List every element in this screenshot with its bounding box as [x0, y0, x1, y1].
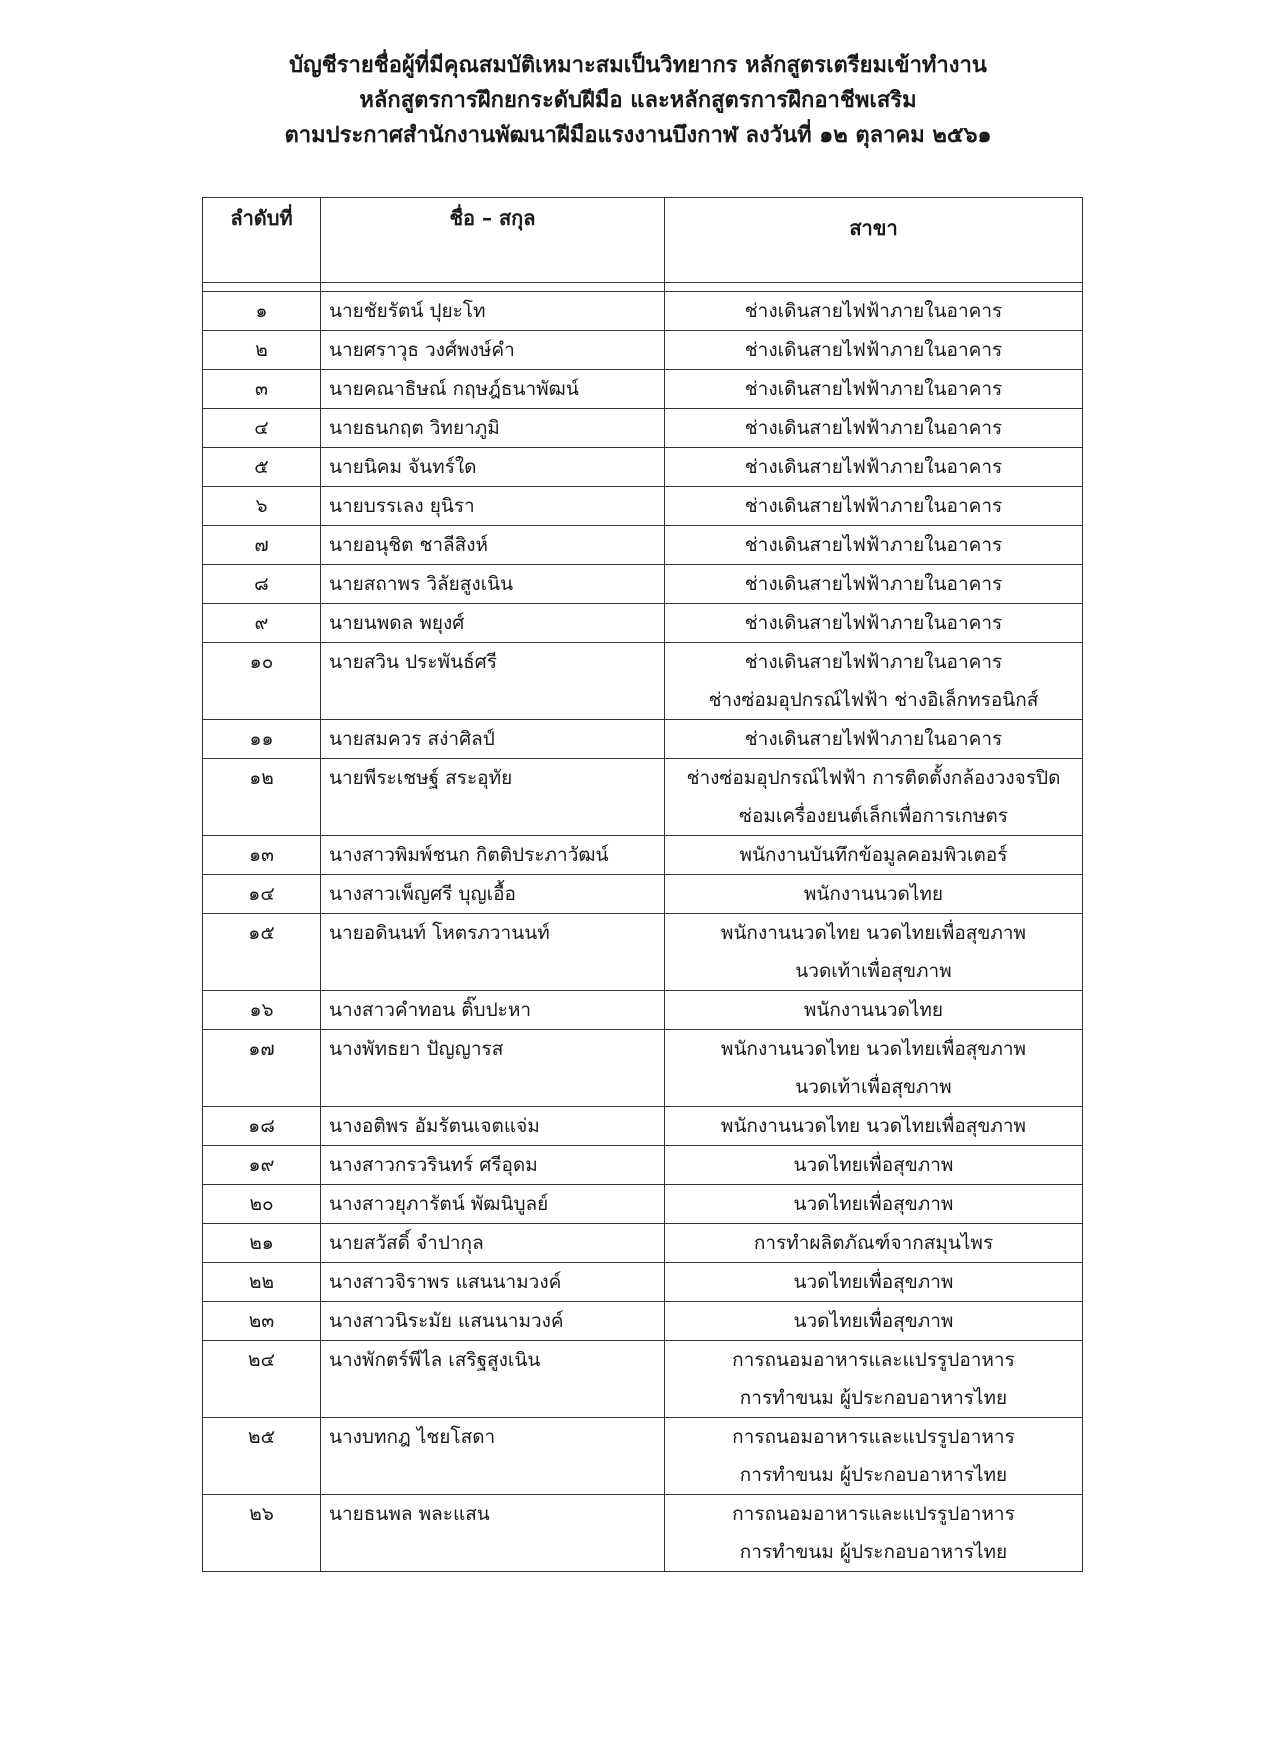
row-branch: [665, 1263, 1083, 1302]
row-branch: [665, 565, 1083, 604]
table-row: [203, 409, 1083, 448]
branch-line: ช่างเดินสายไฟฟ้าภายในอาคาร: [744, 456, 1003, 478]
title-line-3: ตามประกาศสำนักงานพัฒนาฝีมือแรงงานบึงกาฬ ลงวันที่ ๑๒ ตุลาคม ๒๕๖๑: [284, 123, 992, 148]
table-row: [203, 487, 1083, 526]
branch-line: ช่างเดินสายไฟฟ้าภายในอาคาร: [744, 417, 1003, 439]
row-number: ๑๔: [203, 875, 321, 914]
table-row: [203, 1263, 1083, 1302]
row-branch: [665, 1302, 1083, 1341]
row-branch: [665, 759, 1083, 836]
row-name: นางสาวคำทอน ติ๊บปะหา: [321, 991, 665, 1030]
table-row: [203, 720, 1083, 759]
row-number: ๑๖: [203, 991, 321, 1030]
row-number: ๑๑: [203, 720, 321, 759]
row-branch: [665, 1495, 1083, 1572]
row-name: นายสมควร สง่าศิลป์: [321, 720, 665, 759]
row-branch: [665, 1418, 1083, 1495]
row-name: นางสาวยุภารัตน์ พัฒนิบูลย์: [321, 1185, 665, 1224]
row-name: นายนิคม จันทร์ใด: [321, 448, 665, 487]
row-name: นางอติพร อัมรัตนเจตแจ่ม: [321, 1107, 665, 1146]
table-row: [203, 604, 1083, 643]
branch-line: ช่างเดินสายไฟฟ้าภายในอาคาร: [744, 495, 1003, 517]
row-branch: [665, 1185, 1083, 1224]
branch-line: นวดไทยเพื่อสุขภาพ: [793, 1271, 954, 1293]
table-row: [203, 991, 1083, 1030]
row-branch: [665, 836, 1083, 875]
table-header-row: [203, 198, 1083, 283]
branch-line: การถนอมอาหารและแปรรูปอาหาร: [732, 1503, 1015, 1525]
table-row: [203, 292, 1083, 331]
branch-line: ซ่อมเครื่องยนต์เล็กเพื่อการเกษตร: [739, 805, 1008, 827]
row-branch: [665, 991, 1083, 1030]
row-branch: [665, 1146, 1083, 1185]
row-name: นายสวิน ประพันธ์ศรี: [321, 643, 665, 720]
row-number: ๒๒: [203, 1263, 321, 1302]
row-number: ๑๙: [203, 1146, 321, 1185]
branch-line: พนักงานนวดไทย นวดไทยเพื่อสุขภาพ: [720, 1038, 1027, 1060]
row-name: นายชัยรัตน์ ปุยะโท: [321, 292, 665, 331]
row-number: ๒๖: [203, 1495, 321, 1572]
title-line-2: หลักสูตรการฝึกยกระดับฝีมือ และหลักสูตรการฝึกอาชีพเสริม: [359, 88, 917, 113]
row-name: นางบทกฎ ไชยโสดา: [321, 1418, 665, 1495]
branch-line: พนักงานนวดไทย: [803, 999, 944, 1021]
row-branch: [665, 1030, 1083, 1107]
branch-line: ช่างเดินสายไฟฟ้าภายในอาคาร: [744, 728, 1003, 750]
row-number: ๙: [203, 604, 321, 643]
table-row: [203, 759, 1083, 836]
branch-line: ช่างเดินสายไฟฟ้าภายในอาคาร: [744, 612, 1003, 634]
table-row: [203, 1030, 1083, 1107]
branch-line: การทำขนม ผู้ประกอบอาหารไทย: [739, 1541, 1008, 1563]
row-name: นางสาวเพ็ญศรี บุญเอื้อ: [321, 875, 665, 914]
row-number: ๕: [203, 448, 321, 487]
row-branch: [665, 331, 1083, 370]
row-branch: [665, 487, 1083, 526]
table-row: [203, 836, 1083, 875]
branch-line: พนักงานนวดไทย: [803, 883, 944, 905]
row-number: ๔: [203, 409, 321, 448]
table-row: [203, 643, 1083, 720]
branch-line: นวดไทยเพื่อสุขภาพ: [793, 1154, 954, 1176]
row-branch: [665, 1107, 1083, 1146]
row-branch: [665, 409, 1083, 448]
table-row: [203, 448, 1083, 487]
header-branch: สาขา: [665, 198, 1083, 283]
row-number: ๘: [203, 565, 321, 604]
branch-line: การถนอมอาหารและแปรรูปอาหาร: [732, 1349, 1015, 1371]
row-number: ๒๑: [203, 1224, 321, 1263]
row-branch: [665, 643, 1083, 720]
branch-line: ช่างเดินสายไฟฟ้าภายในอาคาร: [744, 573, 1003, 595]
branch-line: การทำผลิตภัณฑ์จากสมุนไพร: [753, 1232, 994, 1254]
branch-line: ช่างเดินสายไฟฟ้าภายในอาคาร: [744, 534, 1003, 556]
row-branch: [665, 720, 1083, 759]
branch-line: ช่างเดินสายไฟฟ้าภายในอาคาร: [744, 651, 1003, 673]
row-number: ๒: [203, 331, 321, 370]
row-name: นางสาวพิมพ์ชนก กิตติประภาวัฒน์: [321, 836, 665, 875]
branch-line: ช่างเดินสายไฟฟ้าภายในอาคาร: [744, 339, 1003, 361]
row-number: ๒๐: [203, 1185, 321, 1224]
row-name: นายศราวุธ วงศ์พงษ์คำ: [321, 331, 665, 370]
row-number: ๑: [203, 292, 321, 331]
row-number: ๓: [203, 370, 321, 409]
branch-line: นวดไทยเพื่อสุขภาพ: [793, 1193, 954, 1215]
table-row: [203, 1146, 1083, 1185]
table-row: [203, 1224, 1083, 1263]
table-row: [203, 914, 1083, 991]
branch-line: นวดเท้าเพื่อสุขภาพ: [795, 1076, 952, 1098]
table-row: [203, 1185, 1083, 1224]
header-number: ลำดับที่: [203, 198, 321, 283]
row-name: นางสาวจิราพร แสนนามวงค์: [321, 1263, 665, 1302]
row-name: นายนพดล พยุงศ์: [321, 604, 665, 643]
table-row: [203, 1341, 1083, 1418]
row-name: นายอนุชิต ชาลีสิงห์: [321, 526, 665, 565]
branch-line: นวดไทยเพื่อสุขภาพ: [793, 1310, 954, 1332]
branch-line: ช่างเดินสายไฟฟ้าภายในอาคาร: [744, 300, 1003, 322]
row-name: นายคณาธิษณ์ กฤษฎ์ธนาพัฒน์: [321, 370, 665, 409]
row-number: ๑๒: [203, 759, 321, 836]
table-row: [203, 1107, 1083, 1146]
row-name: นางพักตร์พีไล เสริฐสูงเนิน: [321, 1341, 665, 1418]
row-name: นายสถาพร วิลัยสูงเนิน: [321, 565, 665, 604]
row-number: ๑๐: [203, 643, 321, 720]
row-number: ๗: [203, 526, 321, 565]
row-branch: [665, 1224, 1083, 1263]
row-number: ๖: [203, 487, 321, 526]
row-branch: [665, 526, 1083, 565]
table-row: [203, 565, 1083, 604]
row-name: นายธนพล พละแสน: [321, 1495, 665, 1572]
row-branch: [665, 604, 1083, 643]
table-row: [203, 1302, 1083, 1341]
row-name: นายอดินนท์ โหตรภวานนท์: [321, 914, 665, 991]
row-branch: [665, 914, 1083, 991]
row-number: ๒๔: [203, 1341, 321, 1418]
row-number: ๑๓: [203, 836, 321, 875]
trainer-list-table: [202, 197, 1083, 1572]
row-name: นายพีระเชษฐ์ สระอุทัย: [321, 759, 665, 836]
row-number: ๑๕: [203, 914, 321, 991]
document-title: [0, 48, 1276, 153]
branch-line: พนักงานนวดไทย นวดไทยเพื่อสุขภาพ: [720, 922, 1027, 944]
header-name: ชื่อ – สกุล: [321, 198, 665, 283]
row-name: นายบรรเลง ยุนิรา: [321, 487, 665, 526]
table-row: [203, 1495, 1083, 1572]
branch-line: ช่างซ่อมอุปกรณ์ไฟฟ้า ช่างอิเล็กทรอนิกส์: [708, 689, 1039, 711]
row-branch: [665, 1341, 1083, 1418]
branch-line: การถนอมอาหารและแปรรูปอาหาร: [732, 1426, 1015, 1448]
branch-line: นวดเท้าเพื่อสุขภาพ: [795, 960, 952, 982]
row-name: นายธนกฤต วิทยาภูมิ: [321, 409, 665, 448]
branch-line: ช่างเดินสายไฟฟ้าภายในอาคาร: [744, 378, 1003, 400]
row-name: นางสาวนิระมัย แสนนามวงค์: [321, 1302, 665, 1341]
branch-line: การทำขนม ผู้ประกอบอาหารไทย: [739, 1464, 1008, 1486]
row-branch: [665, 292, 1083, 331]
table-row: [203, 370, 1083, 409]
row-number: ๒๓: [203, 1302, 321, 1341]
branch-line: ช่างซ่อมอุปกรณ์ไฟฟ้า การติดตั้งกล้องวงจรปิด: [686, 767, 1061, 789]
header-gap: [203, 283, 1083, 292]
table-row: [203, 526, 1083, 565]
branch-line: พนักงานบันทึกข้อมูลคอมพิวเตอร์: [739, 844, 1008, 866]
row-number: ๑๗: [203, 1030, 321, 1107]
row-number: ๑๘: [203, 1107, 321, 1146]
row-branch: [665, 448, 1083, 487]
table-body: [203, 283, 1083, 1572]
row-name: นางพัทธยา ปัญญารส: [321, 1030, 665, 1107]
branch-line: พนักงานนวดไทย นวดไทยเพื่อสุขภาพ: [720, 1115, 1027, 1137]
title-line-1: บัญชีรายชื่อผู้ที่มีคุณสมบัติเหมาะสมเป็นวิทยากร หลักสูตรเตรียมเข้าทำงาน: [289, 53, 987, 78]
table-row: [203, 331, 1083, 370]
row-branch: [665, 370, 1083, 409]
row-name: นางสาวกรวรินทร์ ศรีอุดม: [321, 1146, 665, 1185]
row-name: นายสวัสดิ์ จำปากุล: [321, 1224, 665, 1263]
row-number: ๒๕: [203, 1418, 321, 1495]
table-row: [203, 875, 1083, 914]
row-branch: [665, 875, 1083, 914]
branch-line: การทำขนม ผู้ประกอบอาหารไทย: [739, 1387, 1008, 1409]
table-row: [203, 1418, 1083, 1495]
